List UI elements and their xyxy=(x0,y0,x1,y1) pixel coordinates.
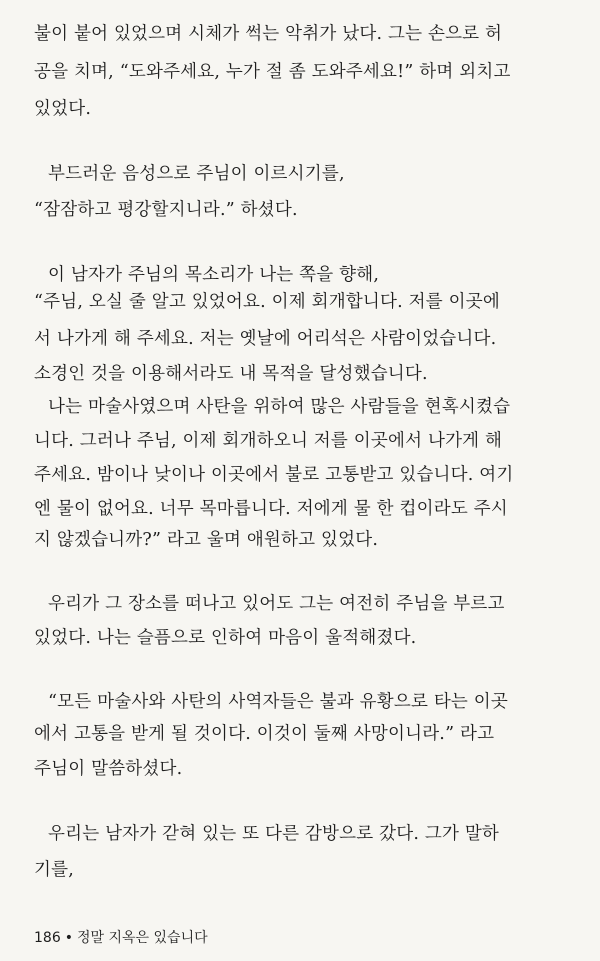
text-line: 에서 고통을 받게 될 것이다. 이것이 둘째 사망이니라.” 라고 xyxy=(34,724,495,744)
text-line: 부드러운 음성으로 주님이 이르시기를, xyxy=(48,164,345,184)
text-line: 엔 물이 없어요. 너무 목마릅니다. 저에게 물 한 컵이라도 주시 xyxy=(34,499,508,519)
page-number: 186 xyxy=(34,930,61,946)
book-title: 정말 지옥은 있습니다 xyxy=(77,930,208,946)
text-line: 이 남자가 주님의 목소리가 나는 쪽을 향해, xyxy=(48,265,380,285)
text-line: 공을 치며, “도와주세요, 누가 절 좀 도와주세요!” 하며 외치고 xyxy=(34,62,511,82)
text-line: 주님이 말씀하셨다. xyxy=(34,759,183,779)
text-line: 우리는 남자가 갇혀 있는 또 다른 감방으로 갔다. 그가 말하 xyxy=(48,824,500,844)
text-line: 있었다. 나는 슬픔으로 인하여 마음이 울적해졌다. xyxy=(34,628,417,648)
text-line: 불이 붙어 있었으며 시체가 썩는 악취가 났다. 그는 손으로 허 xyxy=(34,24,503,44)
text-line: 우리가 그 장소를 떠나고 있어도 그는 여전히 주님을 부르고 xyxy=(48,594,505,614)
footer-separator: • xyxy=(64,930,73,946)
page-footer xyxy=(34,928,208,948)
text-line: 니다. 그러나 주님, 이제 회개하오니 저를 이곳에서 나가게 해 xyxy=(34,431,503,451)
text-line: 있었다. xyxy=(34,99,92,119)
text-line: “잠잠하고 평강할지니라.” 하셨다. xyxy=(34,200,298,220)
text-line: 소경인 것을 이용해서라도 내 목적을 달성했습니다. xyxy=(34,364,428,384)
text-line: 주세요. 밤이나 낮이나 이곳에서 불로 고통받고 있습니다. 여기 xyxy=(34,465,514,485)
text-line: “모든 마술사와 사탄의 사역자들은 불과 유황으로 타는 이곳 xyxy=(48,692,509,712)
text-line: 지 않겠습니까?” 라고 울며 애원하고 있었다. xyxy=(34,530,379,550)
text-line: 기를, xyxy=(34,860,74,880)
text-line: 나는 마술사였으며 사탄을 위하여 많은 사람들을 현혹시켰습 xyxy=(48,397,511,417)
text-line: 서 나가게 해 주세요. 저는 옛날에 어리석은 사람이었습니다. xyxy=(34,329,497,349)
text-line: “주님, 오실 줄 알고 있었어요. 이제 회개합니다. 저를 이곳에 xyxy=(34,292,500,312)
